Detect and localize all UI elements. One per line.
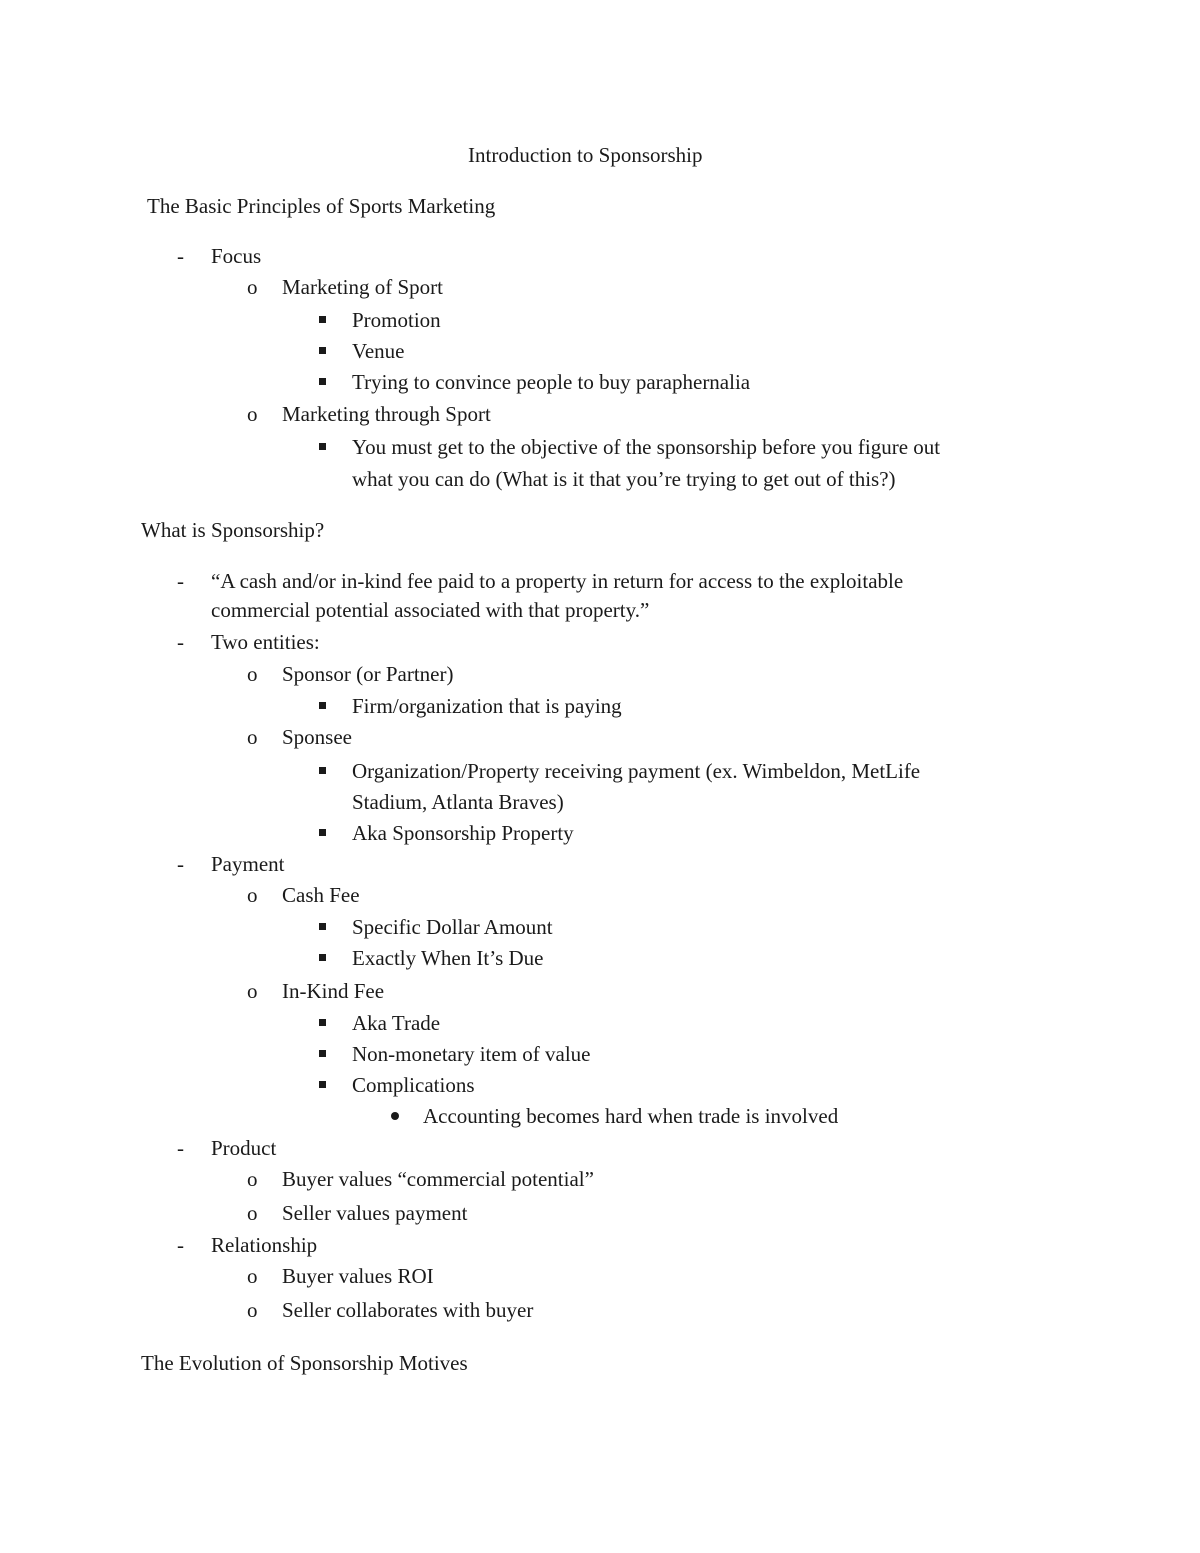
dash-bullet: - [177,569,184,593]
list-item-complications: Complications [352,1073,475,1097]
square-bullet [319,1081,326,1088]
list-item-aka-property: Aka Sponsorship Property [352,821,574,845]
round-bullet [391,1112,399,1120]
list-item-relationship: Relationship [211,1233,318,1257]
definition-line2: commercial potential associated with that property.” [211,598,650,622]
circle-bullet: o [247,1264,258,1288]
list-item-non-monetary: Non-monetary item of value [352,1042,591,1066]
circle-bullet: o [247,1298,258,1322]
dash-bullet: - [177,1136,184,1160]
square-bullet [319,378,326,385]
circle-bullet: o [247,725,258,749]
circle-bullet: o [247,1167,258,1191]
list-item-focus: Focus [211,244,262,268]
list-item-aka-trade: Aka Trade [352,1011,441,1035]
list-item-dollar-amount: Specific Dollar Amount [352,915,553,939]
list-item-sponsor: Sponsor (or Partner) [282,662,454,686]
list-item-when-due: Exactly When It’s Due [352,946,544,970]
dash-bullet: - [177,630,184,654]
list-item-objective-line1: You must get to the objective of the sponsorship before you figure out [352,435,941,459]
list-item-seller-payment: Seller values payment [282,1201,468,1225]
square-bullet [319,923,326,930]
dash-bullet: - [177,1233,184,1257]
list-item-product: Product [211,1136,277,1160]
square-bullet [319,443,326,450]
list-item-cash-fee: Cash Fee [282,883,360,907]
document-title: Introduction to Sponsorship [468,143,703,167]
list-item-sponsee: Sponsee [282,725,352,749]
list-item-receiving-payment-line1: Organization/Property receiving payment (ex. Wimbeldon, MetLife [352,759,921,783]
square-bullet [319,347,326,354]
list-item-promotion: Promotion [352,308,441,332]
list-item-buyer-commercial: Buyer values “commercial potential” [282,1167,594,1191]
circle-bullet: o [247,275,258,299]
circle-bullet: o [247,883,258,907]
section-heading-what-is-sponsorship: What is Sponsorship? [141,518,325,542]
list-item-venue: Venue [352,339,405,363]
list-item-payment: Payment [211,852,285,876]
list-item-marketing-of-sport: Marketing of Sport [282,275,443,299]
list-item-in-kind-fee: In-Kind Fee [282,979,385,1003]
square-bullet [319,316,326,323]
list-item-objective-line2: what you can do (What is it that you’re trying to get out of this?) [352,467,896,491]
square-bullet [319,954,326,961]
circle-bullet: o [247,1201,258,1225]
definition-line1: “A cash and/or in-kind fee paid to a property in return for access to the exploitable [211,569,904,593]
circle-bullet: o [247,402,258,426]
list-item-firm-paying: Firm/organization that is paying [352,694,622,718]
list-item-two-entities: Two entities: [211,630,320,654]
circle-bullet: o [247,979,258,1003]
list-item-accounting: Accounting becomes hard when trade is involved [423,1104,839,1128]
list-item-receiving-payment-line2: Stadium, Atlanta Braves) [352,790,564,814]
square-bullet [319,1019,326,1026]
list-item-marketing-through-sport: Marketing through Sport [282,402,491,426]
square-bullet [319,702,326,709]
circle-bullet: o [247,662,258,686]
dash-bullet: - [177,244,184,268]
square-bullet [319,829,326,836]
list-item-buyer-roi: Buyer values ROI [282,1264,434,1288]
section-heading-basic-principles: The Basic Principles of Sports Marketing [147,194,496,218]
square-bullet [319,767,326,774]
section-heading-evolution: The Evolution of Sponsorship Motives [141,1351,468,1375]
dash-bullet: - [177,852,184,876]
list-item-seller-collaborates: Seller collaborates with buyer [282,1298,534,1322]
list-item-paraphernalia: Trying to convince people to buy paraphernalia [352,370,751,394]
square-bullet [319,1050,326,1057]
